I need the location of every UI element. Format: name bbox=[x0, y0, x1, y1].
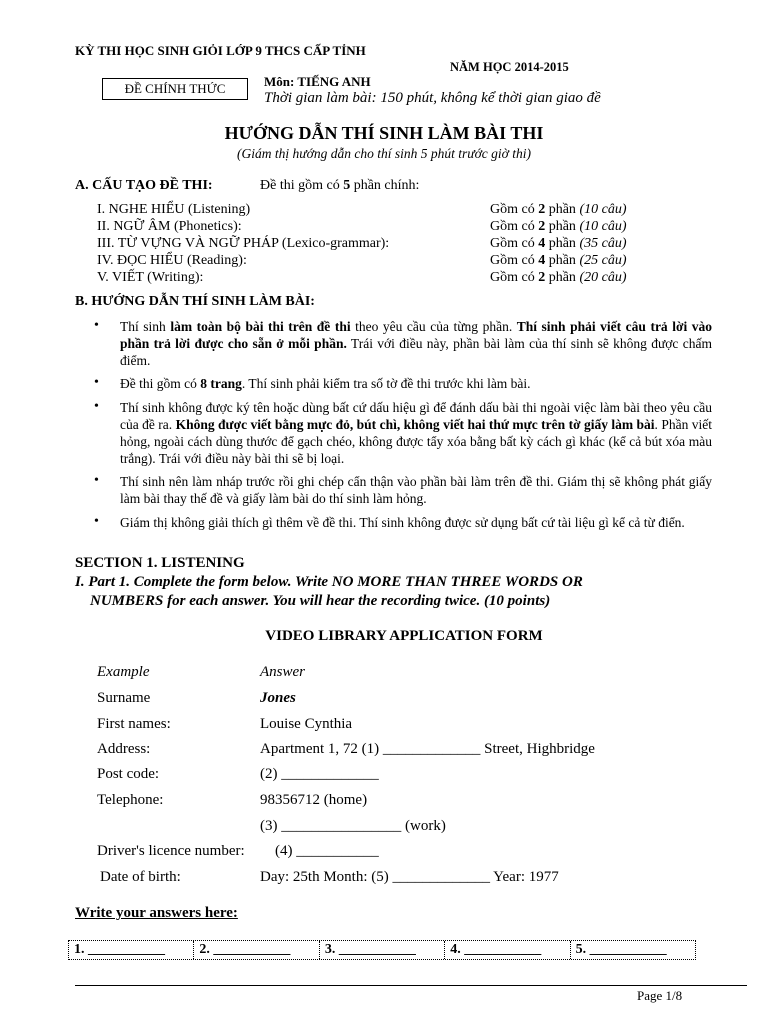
form-postcode-label: Post code: bbox=[97, 766, 160, 782]
duration: Thời gian làm bài: 150 phút, không kể thời gian giao đề bbox=[264, 90, 601, 106]
section-b-title: B. HƯỚNG DẪN THÍ SINH LÀM BÀI: bbox=[75, 294, 315, 309]
form-title: VIDEO LIBRARY APPLICATION FORM bbox=[265, 628, 543, 644]
form-surname-value: Jones bbox=[260, 690, 296, 706]
form-telephone-label: Telephone: bbox=[97, 792, 164, 808]
part-count: Gồm có 2 phần (20 câu) bbox=[490, 270, 627, 285]
form-telephone-work[interactable]: (3) ________________ (work) bbox=[260, 818, 446, 834]
form-dob-label: Date of birth: bbox=[100, 869, 181, 885]
answer-cell-1[interactable]: 1. ___________ bbox=[69, 941, 194, 959]
answer-cell-4[interactable]: 4. ___________ bbox=[445, 941, 570, 959]
part-name: III. TỪ VỰNG VÀ NGỮ PHÁP (Lexico-grammar): bbox=[97, 236, 390, 251]
bullet-icon: • bbox=[94, 399, 99, 414]
school-year: NĂM HỌC 2014-2015 bbox=[450, 60, 569, 74]
answer-cell-3[interactable]: 3. ___________ bbox=[320, 941, 445, 959]
section-1-title: SECTION 1. LISTENING bbox=[75, 555, 245, 571]
instruction-5: Giám thị không giải thích gì thêm về đề thi. Thí sinh không được sử dụng bất cứ tài liệu gì kể cả từ điển. bbox=[120, 515, 685, 530]
part1-instruction-line1: I. Part 1. Complete the form below. Write NO MORE THAN THREE WORDS OR bbox=[75, 574, 583, 590]
bullet-icon: • bbox=[94, 318, 99, 333]
bullet-icon: • bbox=[94, 375, 99, 390]
page-number: Page 1/8 bbox=[637, 988, 683, 1003]
answer-box bbox=[68, 940, 696, 960]
instruction-1: Thí sinh làm toàn bộ bài thi trên đề thi theo yêu cầu của từng phần. Thí sinh phải viết câu trả lời vào phần trả lời được cho sẵn ở mỗi phần. Trái với điều này, phần bài làm của thí sinh sẽ không được chấm điểm. bbox=[120, 319, 712, 368]
official-label: ĐỀ CHÍNH THỨC bbox=[102, 78, 248, 100]
part-name: IV. ĐỌC HIỂU (Reading): bbox=[97, 253, 247, 268]
footer-divider bbox=[75, 985, 747, 986]
page-subtitle: (Giám thị hướng dẫn cho thí sinh 5 phút trước giờ thi) bbox=[237, 146, 531, 161]
instruction-4: Thí sinh nên làm nháp trước rồi ghi chép cẩn thận vào phần bài làm trên đề thi. Giám thị sẽ không phát giấy làm bài thay thế đề và giấy làm bài do thí sinh làm hỏng. bbox=[120, 474, 712, 506]
form-firstnames-value: Louise Cynthia bbox=[260, 716, 353, 732]
instruction-2: Đề thi gồm có 8 trang. Thí sinh phải kiểm tra số tờ đề thi trước khi làm bài. bbox=[120, 376, 531, 391]
form-address-value[interactable]: Apartment 1, 72 (1) _____________ Street, Highbridge bbox=[260, 741, 595, 757]
page-title: HƯỚNG DẪN THÍ SINH LÀM BÀI THI bbox=[224, 123, 544, 143]
part-count: Gồm có 2 phần (10 câu) bbox=[490, 219, 627, 234]
part-count: Gồm có 4 phần (35 câu) bbox=[490, 236, 627, 251]
answer-cell-2[interactable]: 2. ___________ bbox=[194, 941, 319, 959]
instruction-3: Thí sinh không được ký tên hoặc dùng bất cứ dấu hiệu gì để đánh dấu bài thi ngoài việc làm bài theo yêu cầu của đề ra. Không được viết bằng mực đỏ, bút chì, không viết hai thứ mực trên tờ giấy làm bài. Phần viết hỏng, ngoài cách dùng thước để gạch chéo, không được tẩy xóa bằng bất kỳ cách gì khác (kể cả bút xóa màu trắng). Trái với điều này bài thi sẽ bị loại. bbox=[120, 400, 712, 466]
part-name: V. VIẾT (Writing): bbox=[97, 270, 204, 285]
form-example-label: Example bbox=[97, 664, 150, 680]
subject: Môn: TIẾNG ANH bbox=[264, 74, 371, 89]
part-count: Gồm có 2 phần (10 câu) bbox=[490, 202, 627, 217]
write-answers-heading: Write your answers here: bbox=[75, 905, 238, 921]
form-licence-label: Driver's licence number: bbox=[97, 843, 245, 859]
bullet-icon: • bbox=[94, 514, 99, 529]
section-a-title: A. CẤU TẠO ĐỀ THI: bbox=[75, 178, 213, 193]
part-name: II. NGỮ ÂM (Phonetics): bbox=[97, 219, 242, 234]
exam-title: KỲ THI HỌC SINH GIỎI LỚP 9 THCS CẤP TỈNH bbox=[75, 43, 366, 58]
form-surname-label: Surname bbox=[97, 690, 151, 706]
form-example-answer: Answer bbox=[260, 664, 305, 680]
part-name: I. NGHE HIỂU (Listening) bbox=[97, 202, 251, 217]
part-count: Gồm có 4 phần (25 câu) bbox=[490, 253, 627, 268]
section-a-desc: Đề thi gồm có 5 phần chính: bbox=[260, 178, 420, 193]
form-firstnames-label: First names: bbox=[97, 716, 171, 732]
form-licence-value[interactable]: (4) ___________ bbox=[275, 843, 379, 859]
part1-instruction-line2: NUMBERS for each answer. You will hear the recording twice. (10 points) bbox=[90, 593, 551, 609]
answer-cell-5[interactable]: 5. ___________ bbox=[575, 942, 667, 957]
bullet-icon: • bbox=[94, 473, 99, 488]
form-address-label: Address: bbox=[97, 741, 151, 757]
form-dob-value[interactable]: Day: 25th Month: (5) _____________ Year: 1977 bbox=[260, 869, 559, 885]
form-postcode-value[interactable]: (2) _____________ bbox=[260, 766, 379, 782]
form-telephone-value: 98356712 (home) bbox=[260, 792, 368, 808]
